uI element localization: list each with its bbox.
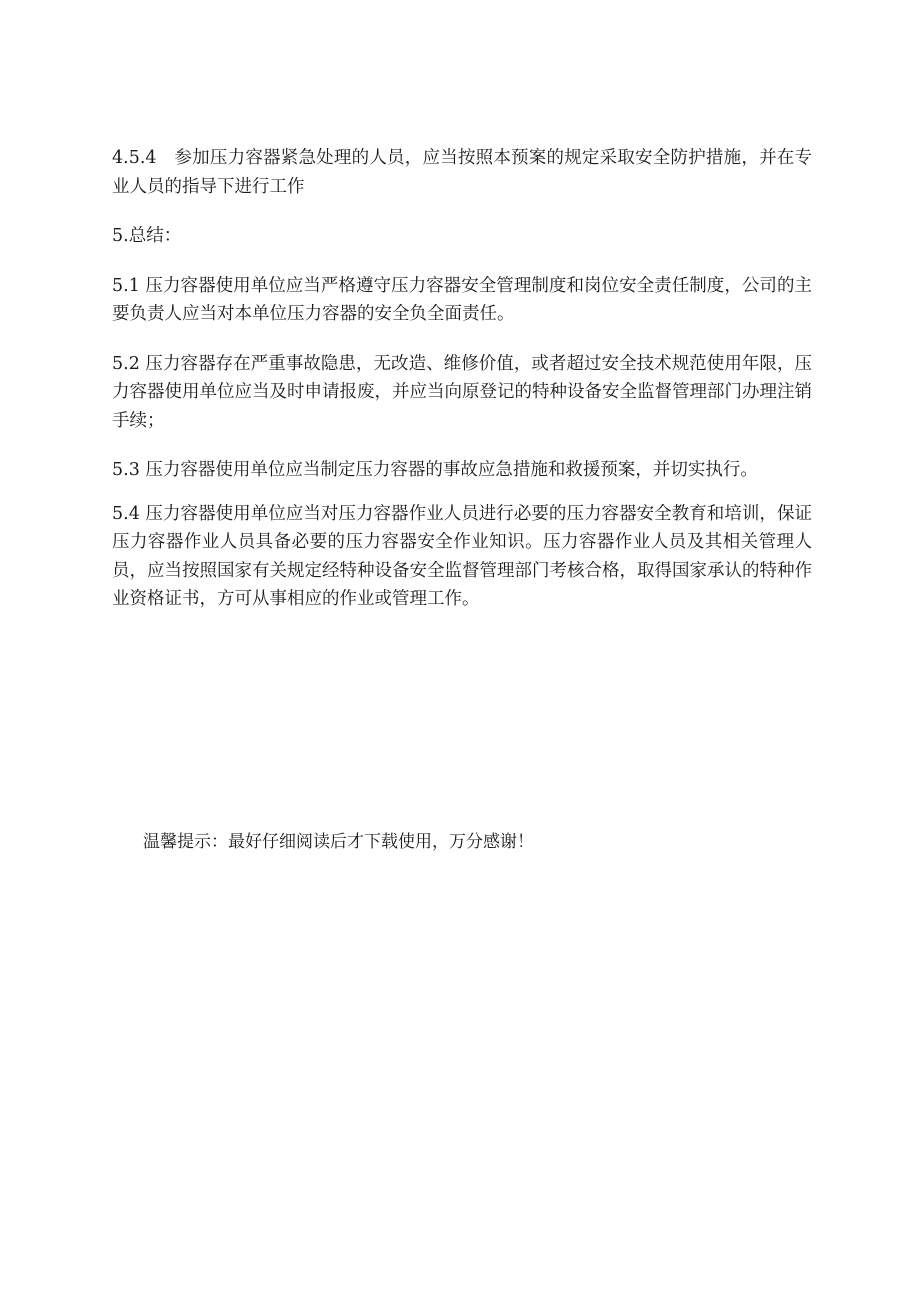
paragraph-5-1: 5.1 压力容器使用单位应当严格遵守压力容器安全管理制度和岗位安全责任制度，公司的主要负责人应当对本单位压力容器的安全负全面责任。 bbox=[112, 275, 813, 324]
paragraph-5-4: 5.4 压力容器使用单位应当对压力容器作业人员进行必要的压力容器安全教育和培训，保证压力容器作业人员具备必要的压力容器安全作业知识。压力容器作业人员及其相关管理人员，应当按照国家有关规定经特种设备安全监督管理部门考核合格，取得国家承认的特种作业资格证书，方可从事相应的作业或管理工作。 bbox=[112, 503, 813, 609]
section-5-heading: 5.总结： bbox=[112, 226, 182, 246]
paragraph-4-5-4: 4.5.4 参加压力容器紧急处理的人员，应当按照本预案的规定采取安全防护措施，并在专业人员的指导下进行工作 bbox=[112, 148, 812, 197]
document-body bbox=[112, 144, 812, 635]
download-tip: 温馨提示：最好仔细阅读后才下载使用，万分感谢！ bbox=[143, 832, 534, 852]
paragraph-5-2: 5.2 压力容器存在严重事故隐患，无改造、维修价值，或者超过安全技术规范使用年限，压力容器使用单位应当及时申请报废，并应当向原登记的特种设备安全监督管理部门办理注销手续； bbox=[112, 353, 813, 431]
paragraph-5-3: 5.3 压力容器使用单位应当制定压力容器的事故应急措施和救援预案，并切实执行。 bbox=[112, 460, 758, 480]
